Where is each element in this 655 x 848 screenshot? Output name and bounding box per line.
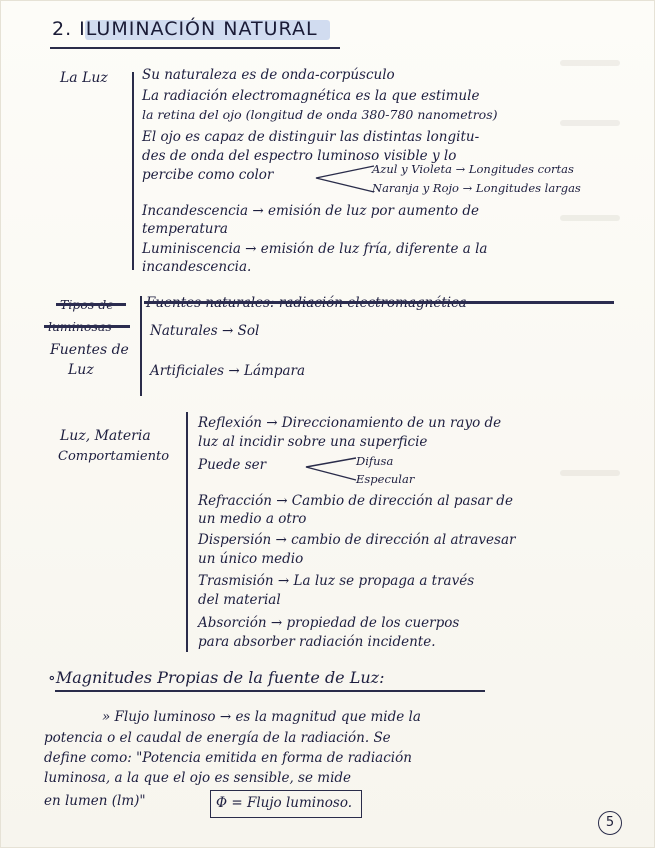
puede-branch-brace	[300, 452, 360, 486]
puede-branch-item: Especular	[356, 472, 415, 486]
strike-mark	[144, 301, 614, 304]
note-line: luminosa, a la que el ojo es sensible, se mide	[44, 770, 352, 786]
note-line: Luminiscencia → emisión de luz fría, diferente a la	[142, 241, 488, 257]
note-line: Puede ser	[198, 457, 267, 473]
bleed-mark	[560, 470, 620, 476]
title-underline	[50, 47, 340, 49]
note-line: luz al incidir sobre una superficie	[198, 434, 428, 450]
note-line: » Flujo luminoso → es la magnitud que mide la	[102, 709, 421, 725]
section-bracket	[140, 296, 142, 396]
section-bracket	[132, 72, 134, 270]
section-heading-magnitudes: ∘Magnitudes Propias de la fuente de Luz:	[48, 668, 385, 687]
note-line: des de onda del espectro luminoso visible y lo	[142, 148, 457, 164]
color-branch-item: Naranja y Rojo → Longitudes largas	[372, 181, 581, 195]
note-line: percibe como color	[142, 167, 274, 183]
note-line: temperatura	[142, 221, 228, 237]
note-line: un medio a otro	[198, 511, 307, 527]
note-line: define como: "Potencia emitida en forma de radiación	[44, 750, 412, 766]
strike-mark	[56, 303, 126, 306]
page-number: 5	[598, 811, 622, 835]
bleed-mark	[560, 120, 620, 126]
color-branch-brace	[308, 160, 378, 200]
note-line: del material	[198, 592, 281, 608]
note-line: Absorción → propiedad de los cuerpos	[198, 615, 460, 631]
section-bracket	[186, 412, 188, 652]
section-label-materia: Luz, Materia	[60, 428, 151, 444]
formula-text: Φ = Flujo luminoso.	[216, 795, 353, 811]
note-line: Su naturaleza es de onda-corpúsculo	[142, 67, 395, 83]
note-line: incandescencia.	[142, 259, 252, 275]
note-line: Reflexión → Direccionamiento de un rayo de	[198, 415, 502, 431]
note-line: La radiación electromagnética es la que estimule	[142, 88, 480, 104]
note-line: Trasmisión → La luz se propaga a través	[198, 573, 475, 589]
note-line: Incandescencia → emisión de luz por aumento de	[142, 203, 479, 219]
strike-mark	[44, 325, 130, 328]
note-line: para absorber radiación incidente.	[198, 634, 436, 650]
note-line: la retina del ojo (longitud de onda 380-780 nanometros)	[142, 107, 498, 122]
section-label-fuentes: Luz	[68, 362, 94, 378]
puede-branch-item: Difusa	[356, 454, 394, 468]
note-line: en lumen (lm)"	[44, 793, 146, 809]
note-line: Refracción → Cambio de dirección al pasar de	[198, 493, 513, 509]
page-title: 2. ILUMINACIÓN NATURAL	[52, 18, 318, 40]
note-line: Naturales → Sol	[150, 323, 260, 339]
bleed-mark	[560, 60, 620, 66]
color-branch-item: Azul y Violeta → Longitudes cortas	[372, 162, 574, 176]
note-line: un único medio	[198, 551, 304, 567]
note-line: potencia o el caudal de energía de la radiación. Se	[44, 730, 391, 746]
note-line: Dispersión → cambio de dirección al atravesar	[198, 532, 516, 548]
note-line: Artificiales → Lámpara	[150, 363, 306, 379]
section-label-fuentes: Fuentes de	[50, 342, 129, 358]
section-heading-underline	[55, 690, 485, 692]
note-line: El ojo es capaz de distinguir las distintas longitu-	[142, 129, 480, 145]
section-label-materia: Comportamiento	[58, 449, 170, 464]
section-label-luz: La Luz	[60, 70, 108, 86]
bleed-mark	[560, 215, 620, 221]
